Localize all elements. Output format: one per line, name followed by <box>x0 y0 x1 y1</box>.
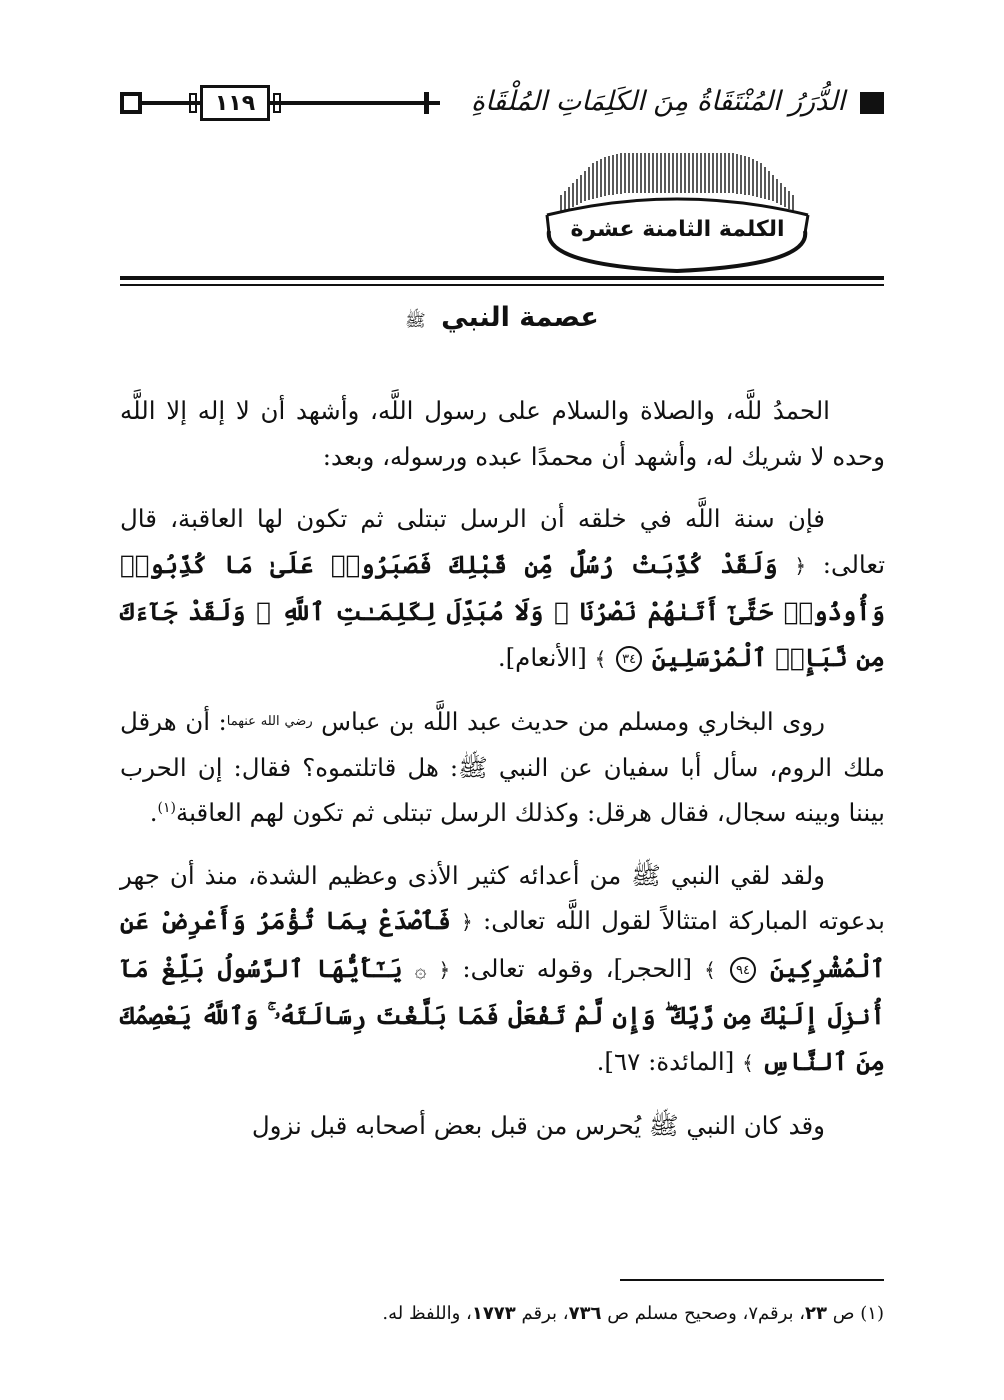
book-title: الدُّرَرُ المُنْتَقَاةُ مِنَ الكَلِمَاتِ المُلْقَاةِ <box>440 82 876 122</box>
section-rule-thick <box>120 276 884 280</box>
chapter-badge-frame <box>535 153 820 273</box>
honorific-abbas: رضي الله عنهما <box>226 714 313 729</box>
paragraph-3-part-a: روى البخاري ومسلم من حديث عبد اللَّه بن عباس <box>321 707 826 736</box>
surah-reference: [الحجر]، وقوله تعالى: <box>462 953 693 983</box>
period: . <box>149 798 158 827</box>
paragraph-3-part-b: : أن هرقل ملك الروم، سأل أبا سفيان عن النبي <box>120 707 885 782</box>
honorific-glyph: ﷺ <box>405 311 426 331</box>
footnote-text-b: ، برقم٧، وصحيح مسلم ص <box>607 1303 806 1324</box>
paragraph-3-part-c: : هل قاتلتموه؟ فقال: إن الحرب بيننا وبينه سجال، فقال هرقل: وكذلك الرسل تبتلى ثم تكون لهم العاقبة <box>120 752 885 827</box>
header-rule-middle <box>270 101 440 105</box>
verse-close-bracket-icon: ﴾ <box>594 646 607 671</box>
footnote-text-a: ص <box>832 1303 855 1324</box>
honorific-glyph: ﷺ <box>458 752 488 782</box>
verse-close-bracket-icon: ﴾ <box>704 957 716 982</box>
footnote-reference[interactable]: (١) <box>157 799 176 816</box>
paragraph-5 <box>120 1103 885 1149</box>
footnote <box>200 1300 884 1328</box>
verse-open-bracket-icon: ﴿ <box>461 910 473 934</box>
section-rule-thin <box>120 284 884 286</box>
verse-open-bracket-icon: ﴿ <box>438 957 451 982</box>
paragraph-4-part-b: من أعدائه كثير الأذى وعظيم الشدة، منذ أن جهر بدعوته المباركة امتثالاً لقول اللَّه تعالى: <box>120 860 885 935</box>
verse-open-bracket-icon: ﴿ <box>794 553 807 578</box>
verse-close-bracket-icon: ﴾ <box>742 1050 754 1075</box>
footnote-separator <box>620 1279 884 1281</box>
footnote-page-2: ٧٣٦ <box>568 1303 602 1324</box>
footnote-page-1: ٢٣ <box>805 1303 828 1324</box>
honorific-glyph: ﷺ <box>631 860 661 890</box>
chapter-badge <box>535 153 820 273</box>
paragraph-4-part-a: ولقد لقي النبي <box>670 860 826 890</box>
article-title <box>120 302 884 335</box>
chapter-label: الكلمة الثامنة عشرة <box>570 217 785 242</box>
sajda-star-icon: ۞ <box>414 957 427 982</box>
verse-number-marker: ٩٤ <box>730 957 756 983</box>
paragraph-2 <box>120 496 885 682</box>
footnote-text-d: ، واللفظ له. <box>382 1303 472 1324</box>
header-separator-bar <box>424 92 429 114</box>
footnote-hadith-number: ١٧٧٣ <box>471 1303 516 1324</box>
page-number: ١١٩ <box>200 85 270 121</box>
quran-verse-anam: وَلَقَدْ كُذِّبَتْ رُسُلٌ مِّن قَبْلِكَ فَصَبَرُوا۟ عَلَىٰ مَا كُذِّبُوا۟ وَأُوذُوا۟ حَتَّىٰٓ أَتَىٰهُمْ نَصْرُنَا ۚ وَلَا مُبَدِّلَ لِكَلِمَـٰتِ ٱللَّهِ ۚ وَلَقَدْ جَآءَكَ مِن نَّبَإِى۟ ٱلْمُرْسَلِينَ <box>120 549 885 672</box>
verse-number-marker: ٣٤ <box>616 646 642 672</box>
body-text <box>120 388 885 1166</box>
footnote-text-c: ، برقم <box>521 1303 569 1324</box>
footnote-marker: (١) <box>860 1303 884 1324</box>
honorific-glyph: ﷺ <box>649 1111 679 1140</box>
paragraph-1: الحمدُ للَّه، والصلاة والسلام على رسول اللَّه، وأشهد أن لا إله إلا اللَّه وحده لا شريك له، وأشهد أن محمدًا عبده ورسوله، وبعد: <box>120 396 885 471</box>
article-title-text: عصمة النبي <box>441 302 599 333</box>
paragraph-3 <box>120 699 885 836</box>
paragraph-4 <box>120 853 885 1087</box>
surah-reference: [الأنعام]. <box>497 642 587 672</box>
paragraph-2-intro: فإن سنة اللَّه في خلقه أن الرسل تبتلى ثم تكون لها العاقبة، قال تعالى: <box>120 504 886 579</box>
paragraph-5-part-b: يُحرس من قبل بعض أصحابه قبل نزول <box>251 1111 642 1140</box>
header-right-square-ornament <box>862 92 884 114</box>
surah-reference: [المائدة: ٦٧]. <box>596 1046 735 1076</box>
header-left-square-ornament <box>120 92 142 114</box>
paragraph-5-part-a: وقد كان النبي <box>686 1111 825 1140</box>
quran-verse-hijr: فَٱصْدَعْ بِمَا تُؤْمَرُ وَأَعْرِضْ عَنِ ٱلْمُشْرِكِينَ <box>120 906 885 983</box>
quran-verse-maidah: يَـٰٓأَيُّهَا ٱلرَّسُولُ بَلِّغْ مَآ أُنزِلَ إِلَيْكَ مِن رَّبِّكَ ۖ وَإِن لَّمْ تَفْعَلْ فَمَا بَلَّغْتَ رِسَالَتَهُۥ ۚ وَٱللَّهُ يَعْصِمُكَ مِنَ ٱلنَّاسِ <box>120 953 885 1076</box>
